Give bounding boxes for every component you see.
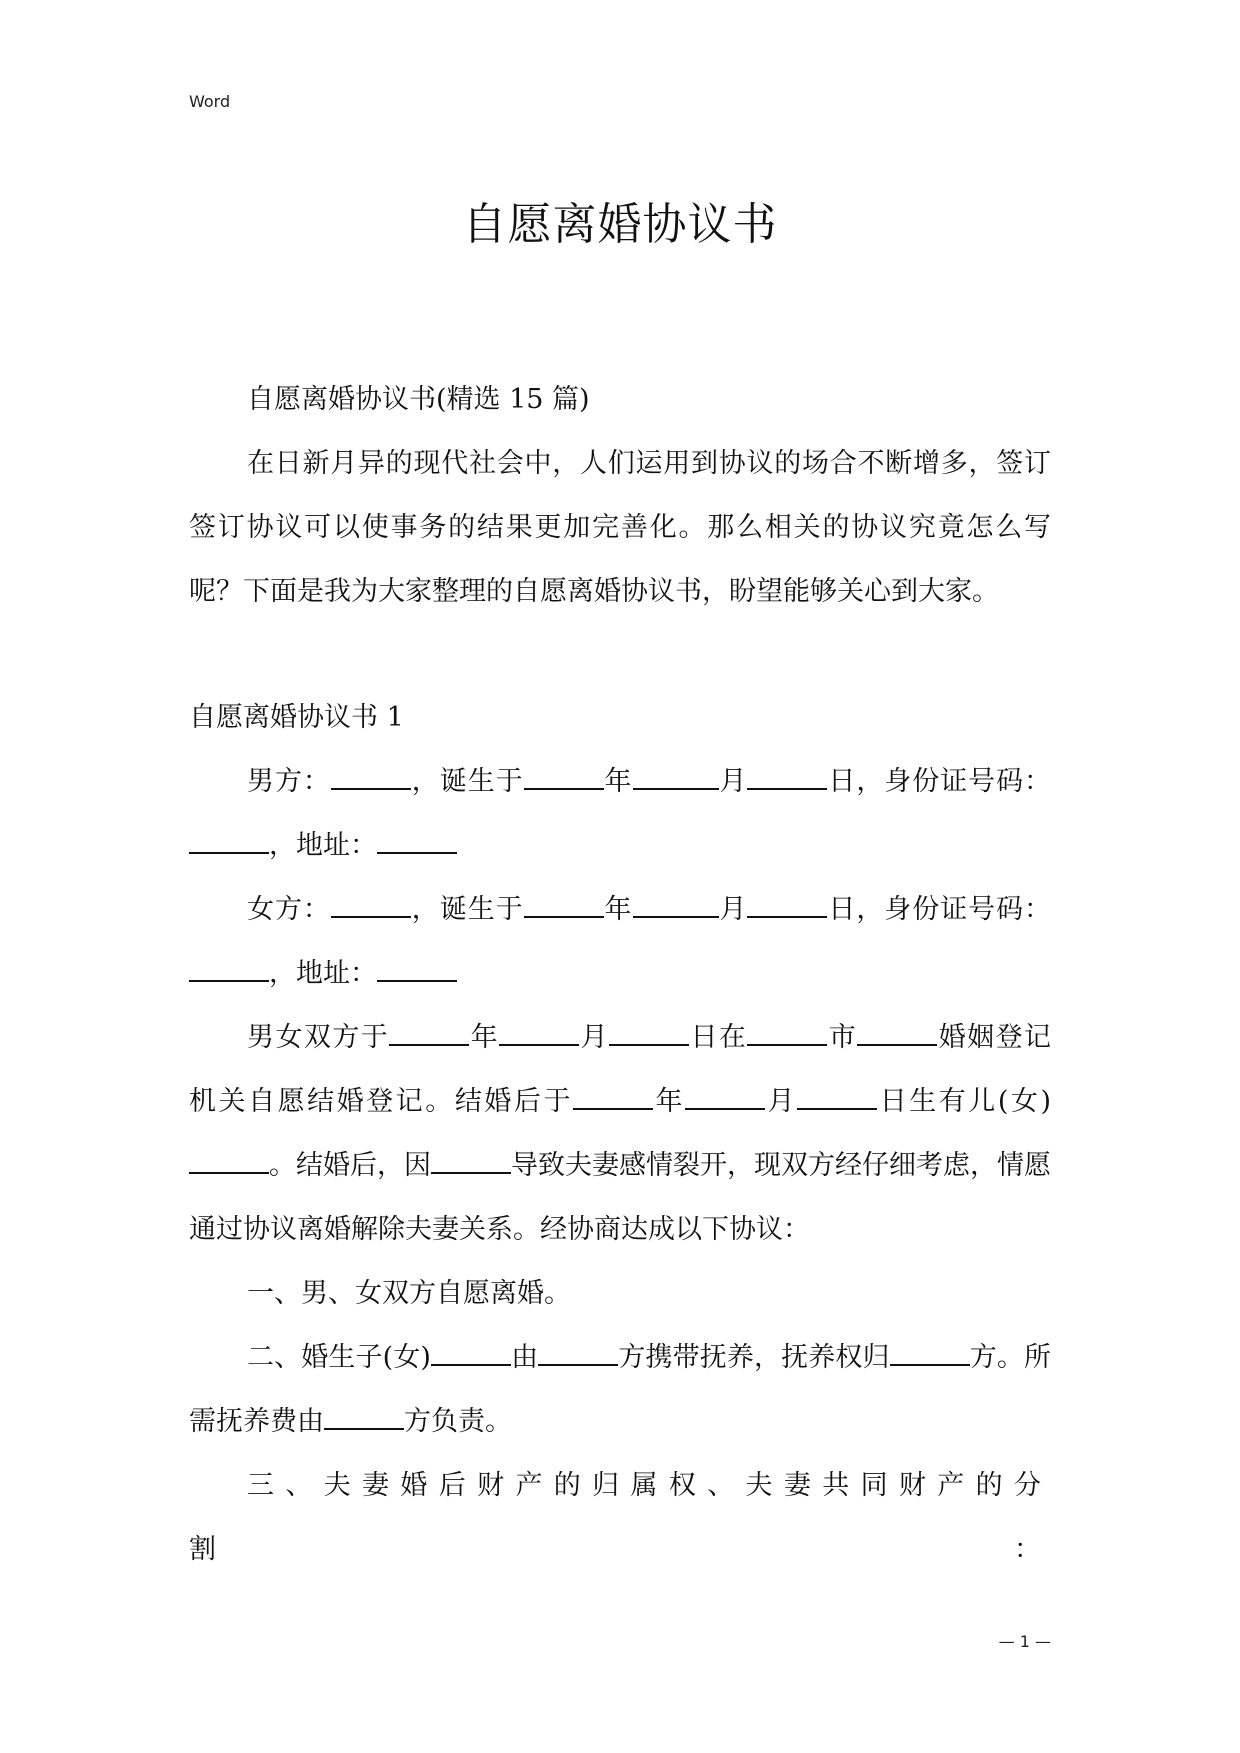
text-segment: 月 <box>718 766 748 797</box>
blank-field <box>189 1148 269 1174</box>
text-segment: 年 <box>469 1022 500 1053</box>
text-segment: 市 <box>827 1022 858 1053</box>
blank-field <box>747 892 827 918</box>
text-segment: 男女双方于 <box>247 1022 390 1053</box>
blank-field <box>685 1084 765 1110</box>
blank-field <box>331 892 411 918</box>
blank-field <box>431 1148 511 1174</box>
blank-field <box>499 1020 579 1046</box>
male-info-paragraph <box>189 750 1051 878</box>
clause-1: 一、男、女双方自愿离婚。 <box>247 1278 571 1309</box>
blank-field <box>857 1020 937 1046</box>
blank-field <box>633 764 719 790</box>
blank-field <box>324 1404 404 1430</box>
blank-field <box>189 828 269 854</box>
text-segment: 。结婚后，因 <box>269 1150 431 1181</box>
text-segment: 方携带抚养，抚养权归 <box>618 1342 890 1373</box>
text-segment: 月 <box>765 1086 798 1117</box>
text-segment: 方。所需抚养费由 <box>189 1342 1052 1437</box>
blank-field <box>747 1020 827 1046</box>
marriage-paragraph <box>189 1006 1051 1262</box>
text-segment: 日，身份证号码： <box>827 894 1052 925</box>
text-segment: 日在 <box>689 1022 748 1053</box>
blank-field <box>377 828 457 854</box>
text-segment: ，地址： <box>269 958 377 989</box>
text-segment: ，地址： <box>269 830 377 861</box>
blank-field <box>377 956 457 982</box>
blank-field <box>538 1340 618 1366</box>
text-segment: 年 <box>603 894 633 925</box>
blank-field <box>573 1084 653 1110</box>
blank-field <box>633 892 719 918</box>
text-segment: ，诞生于 <box>410 894 524 925</box>
clause-3: 三、夫妻婚后财产的归属权、夫妻共同财产的分割： <box>189 1470 1051 1565</box>
blank-field <box>189 956 269 982</box>
text-segment: 日，身份证号码： <box>827 766 1052 797</box>
section-heading: 自愿离婚协议书 1 <box>189 702 404 733</box>
header-label: Word <box>189 92 231 111</box>
blank-field <box>331 764 411 790</box>
blank-field <box>389 1020 469 1046</box>
text-segment: 年 <box>653 1086 686 1117</box>
text-segment: ，诞生于 <box>410 766 524 797</box>
document-title: 自愿离婚协议书 <box>462 199 778 250</box>
blank-field <box>797 1084 877 1110</box>
spacer <box>189 624 1051 686</box>
blank-field <box>524 892 604 918</box>
text-segment: 二、婚生子(女) <box>247 1342 431 1373</box>
clause-2 <box>189 1326 1051 1454</box>
page-number: — 1 — <box>998 1632 1051 1651</box>
female-info-paragraph <box>189 878 1051 1006</box>
male-label: 男方： <box>247 766 331 797</box>
blank-field <box>431 1340 511 1366</box>
text-segment: 年 <box>603 766 633 797</box>
text-segment: 月 <box>579 1022 610 1053</box>
text-segment: 方负责。 <box>404 1406 512 1437</box>
intro-paragraph: 在日新月异的现代社会中，人们运用到协议的场合不断增多，签订签订协议可以使事务的结果更加完善化。那么相关的协议究竟怎么写呢？下面是我为大家整理的自愿离婚协议书，盼望能够关心到大家。 <box>189 448 1051 607</box>
blank-field <box>524 764 604 790</box>
blank-field <box>890 1340 970 1366</box>
blank-field <box>747 764 827 790</box>
text-segment: 日生有儿(女) <box>877 1086 1051 1117</box>
blank-field <box>609 1020 689 1046</box>
text-segment: 导致夫妻感情裂开，现双方经仔细考虑，情愿通过协议离婚解除夫妻关系。经协商达成以下协议： <box>189 1150 1051 1245</box>
text-segment: 由 <box>510 1342 539 1373</box>
text-segment: 月 <box>718 894 748 925</box>
subtitle: 自愿离婚协议书(精选 15 篇) <box>247 384 590 415</box>
text-segment: 婚姻登记机关自愿结婚登记。结婚后于 <box>189 1022 1052 1117</box>
document-body <box>189 368 1051 1582</box>
female-label: 女方： <box>247 894 331 925</box>
